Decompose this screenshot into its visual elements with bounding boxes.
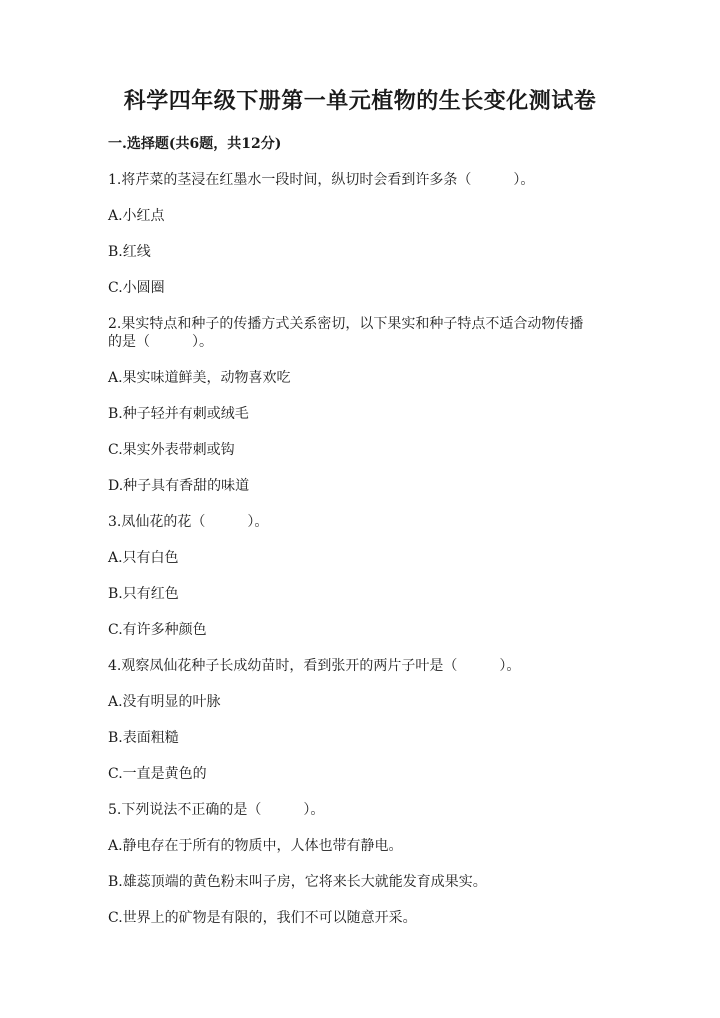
section-heading: 一.选择题(共6题，共12分) bbox=[108, 136, 282, 152]
question-5-stem: 5.下列说法不正确的是（ ）。 bbox=[108, 802, 325, 818]
question-2-option-d: D.种子具有香甜的味道 bbox=[108, 478, 250, 494]
question-1-stem: 1.将芹菜的茎浸在红墨水一段时间，纵切时会看到许多条（ ）。 bbox=[108, 172, 535, 188]
question-2-option-a: A.果实味道鲜美，动物喜欢吃 bbox=[108, 370, 291, 386]
question-5-option-b: B.雄蕊顶端的黄色粉末叫子房，它将来长大就能发育成果实。 bbox=[108, 874, 487, 890]
question-2-option-c: C.果实外表带刺或钩 bbox=[108, 442, 235, 458]
question-1-option-c: C.小圆圈 bbox=[108, 280, 165, 296]
question-5-option-c: C.世界上的矿物是有限的，我们不可以随意开采。 bbox=[108, 910, 417, 926]
question-3-stem: 3.凤仙花的花（ ）。 bbox=[108, 514, 269, 530]
question-5-option-a: A.静电存在于所有的物质中，人体也带有静电。 bbox=[108, 838, 403, 854]
question-3-option-c: C.有许多种颜色 bbox=[108, 622, 207, 638]
question-2-option-b: B.种子轻并有刺或绒毛 bbox=[108, 406, 249, 422]
question-3-option-b: B.只有红色 bbox=[108, 586, 179, 602]
question-4-stem: 4.观察凤仙花种子长成幼苗时，看到张开的两片子叶是（ ）。 bbox=[108, 658, 521, 674]
question-2-stem-line-1: 2.果实特点和种子的传播方式关系密切，以下果实和种子特点不适合动物传播 bbox=[108, 316, 584, 332]
question-4-option-a: A.没有明显的叶脉 bbox=[108, 694, 221, 710]
question-2-stem-line-2: 的是（ ）。 bbox=[108, 334, 213, 350]
question-4-option-c: C.一直是黄色的 bbox=[108, 766, 207, 782]
page-title: 科学四年级下册第一单元植物的生长变化测试卷 bbox=[123, 88, 597, 114]
question-3-option-a: A.只有白色 bbox=[108, 550, 179, 566]
question-4-option-b: B.表面粗糙 bbox=[108, 730, 179, 746]
question-1-option-a: A.小红点 bbox=[108, 208, 165, 224]
question-1-option-b: B.红线 bbox=[108, 244, 151, 260]
